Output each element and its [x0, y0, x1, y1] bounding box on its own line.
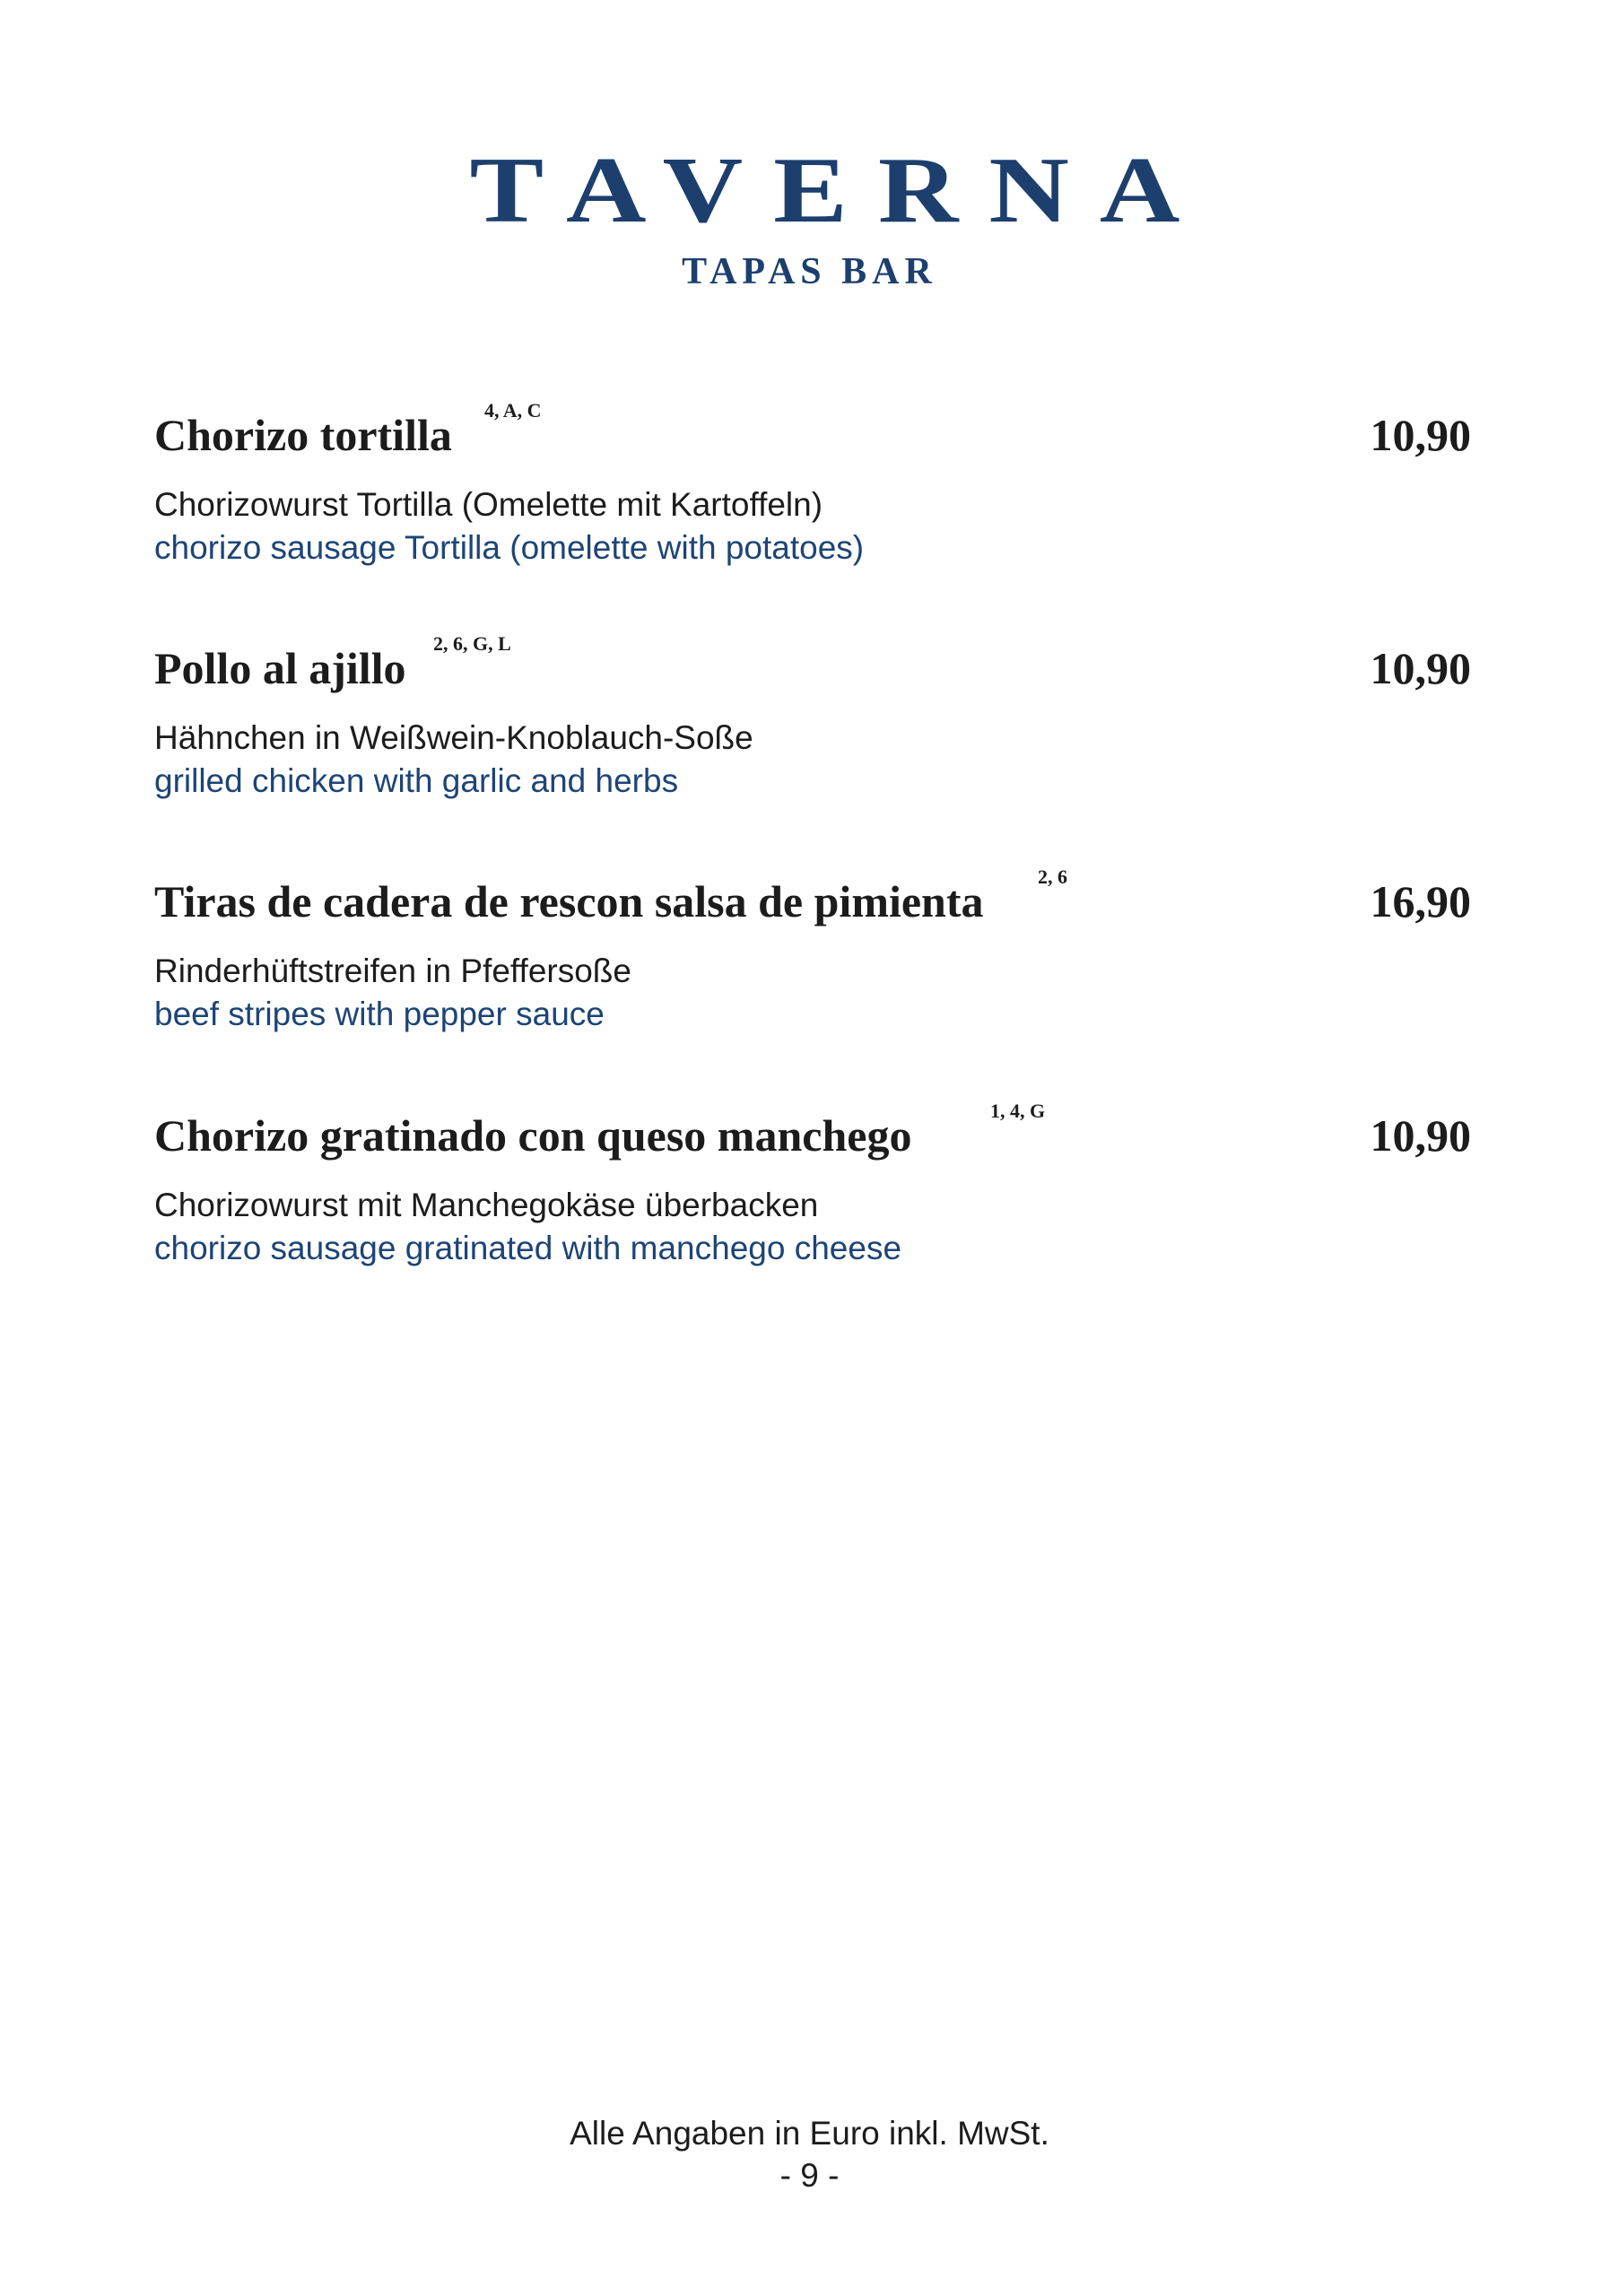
menu-item-description-en: beef stripes with pepper sauce: [154, 996, 605, 1032]
menu-item: [154, 632, 1471, 839]
menu-item-price: 16,90: [1370, 876, 1471, 926]
price-note: Alle Angaben in Euro inkl. MwSt.: [570, 2115, 1049, 2152]
menu-item-description-de: Chorizowurst Tortilla (Omelette mit Kartoffeln): [154, 486, 823, 523]
menu-item: [154, 865, 1471, 1072]
menu-item-name: Chorizo tortilla: [154, 410, 452, 460]
menu-item-price: 10,90: [1370, 643, 1471, 693]
logo-title: TAVERNA: [469, 137, 1211, 242]
menu-item-name: Pollo al ajillo: [154, 643, 406, 693]
menu-item-name: Tiras de cadera de rescon salsa de pimienta: [154, 876, 984, 926]
menu-item-description-de: Chorizowurst mit Manchegokäse überbacken: [154, 1187, 819, 1223]
menu-item-description-en: chorizo sausage gratinated with manchego cheese: [154, 1230, 902, 1266]
menu-item-description-de: Hähnchen in Weißwein-Knoblauch-Soße: [154, 719, 753, 756]
menu-item-allergens: 2, 6: [1038, 865, 1067, 888]
menu-item-description-de: Rinderhüftstreifen in Pfeffersoße: [154, 952, 631, 989]
menu-item-price: 10,90: [1370, 410, 1471, 460]
menu-item-allergens: 4, A, C: [484, 399, 542, 422]
logo-subtitle: TAPAS BAR: [682, 251, 937, 292]
menu-item-allergens: 2, 6, G, L: [433, 632, 511, 655]
page-number: - 9 -: [779, 2157, 840, 2194]
menu-item-description-en: chorizo sausage Tortilla (omelette with potatoes): [154, 529, 865, 566]
menu-item-description-en: grilled chicken with garlic and herbs: [154, 762, 679, 799]
menu-item: [154, 399, 1471, 605]
menu-item-allergens: 1, 4, G: [990, 1100, 1046, 1122]
menu-item-name: Chorizo gratinado con queso manchego: [154, 1110, 912, 1161]
menu-item-price: 10,90: [1370, 1110, 1471, 1161]
menu-item: [154, 1100, 1471, 1306]
